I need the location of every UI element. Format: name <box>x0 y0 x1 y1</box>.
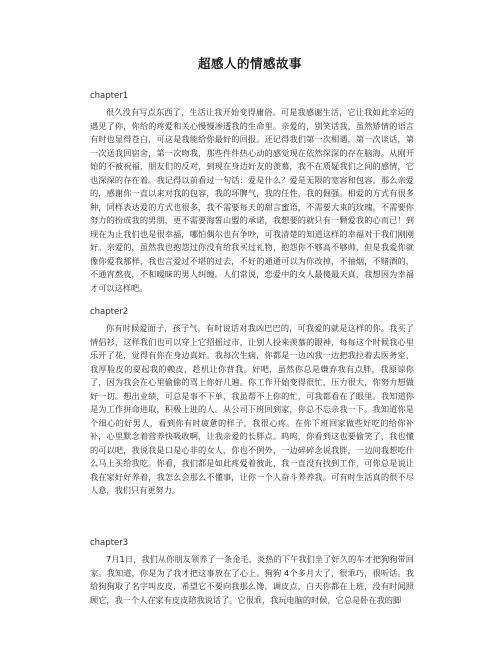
chapter-heading-3: chapter3 <box>90 538 129 548</box>
chapter-body-3: 7月1日，我们从你朋友领养了一条金毛，炎热的下午我们坐了好久的车才把狗狗带回家。我知道，你是为了我才把这事放在了心上。狗狗 4个多月大了，很乖巧，很听话。我给狗狗取了名字叫皮皮，希望它不要向我那么馋，调皮点，白天你都在上班，没有时间照顾它，我一个人在家有皮皮陪我说话了。它很乖，我玩电脑的时候，它总是卧在我的脚 <box>90 554 414 605</box>
chapter-body-2: 你有时候爱面子，孩子气，有时说话对我凶巴巴的，可我爱的就是这样的你。我买了情侣衫，这样我们也可以穿上它招摇过市，让别人投来羡慕的眼神，每每这个时候我心里乐开了花，觉得有你在身边真好。我每次生病，你都是一边凶我一边把我拉着去医务室，我厚脸皮的耍起我的赖皮，趁机让你背我。好吧，虽然你总是嫌弃我有点胖，我原谅你了，因为我会在心里偷偷的骂上你好几遍。你工作开始变得很忙，压力很大，你努力想做好一切。想出业绩，可总是事不下单，我虽帮不上你的忙，可我都看在了眼里。我知道你是为工作拼命进取，积极上进的人。从公司下班回到家，你总不忘亲我一下。我知道你是个细心的好男人，看到你有时疲惫的样子，我很心疼。在你下班回家做些好吃的给你补补，心里默念着营养快吸收啊，让我亲爱的长胖点。呜呜，你看到这也要偷笑了，我也懂的可以吧，我说我是口是心非的女人，你也不例外，一边碎碎念说我胖，一边问我想吃什么马上买给我吃。你看，我们都是如此疼爱着彼此，我一直没有找到工作，可你总是说让我在家好好养着，我怎么会那么不懂事，让你一个人奋斗养养我。可有时生活真的很不尽人意，我们只有更努力。 <box>90 323 414 495</box>
chapter-heading-2: chapter2 <box>90 307 129 317</box>
chapter-heading-1: chapter1 <box>90 91 129 101</box>
document-title: 超感人的情感故事 <box>197 56 302 71</box>
chapter-body-1: 很久没有写点东西了，生活让我开始变得庸俗。可是我感谢生活，它让我如此幸运的遇见了你，你给的疼爱和关心慢慢渗透我的生命里。亲爱的，别笑话我，虽然矫情的语言有时也显得苍白，可这是我能给你最好的回报。还记得我们第一次相遇，第一次谈话，第一次送我回宿舍，第一次吻我，那些件件热心动的感觉现在依然深深的存在脑海。从刚开始的不被祝福，朋友们的反对，到现在身边好友的羡慕，我不在质疑我们之间的感情，它也深深的存在着。我记得以前看过一句话：爱是什么？爱是无限的宽容和包容。那么亲爱的，感谢你一直以来对我的包容，我的坏脾气，我的任性，我的倔强。相爱的方式有很多种，同样表达爱的方式也很多，我不需要每天的甜言蜜语，不需要大束的玫瑰，不需要你努力的扮成我的男朋，更不需要海誓山盟的承诺，我想要的就只有一颗爱我的心而已！到现在为止我们也是很幸福，哪怕偶尔也有争吵，可我清楚的知道这样的幸福对于我们刚刚好。亲爱的，虽然我也抱怨过你没有给我买过礼物，抱怨你不够高不够帅，但是我爱你就像你爱我那样，我也言爱过不堪的过去，不好的通通可以为你改掉，不抽烟，不赌酒的，不通宵熬夜，不和暧昧的男人纠缠。人们常说，恋爱中的女人最傻最天真，我想因为幸福才可以这样吧。 <box>90 107 414 293</box>
